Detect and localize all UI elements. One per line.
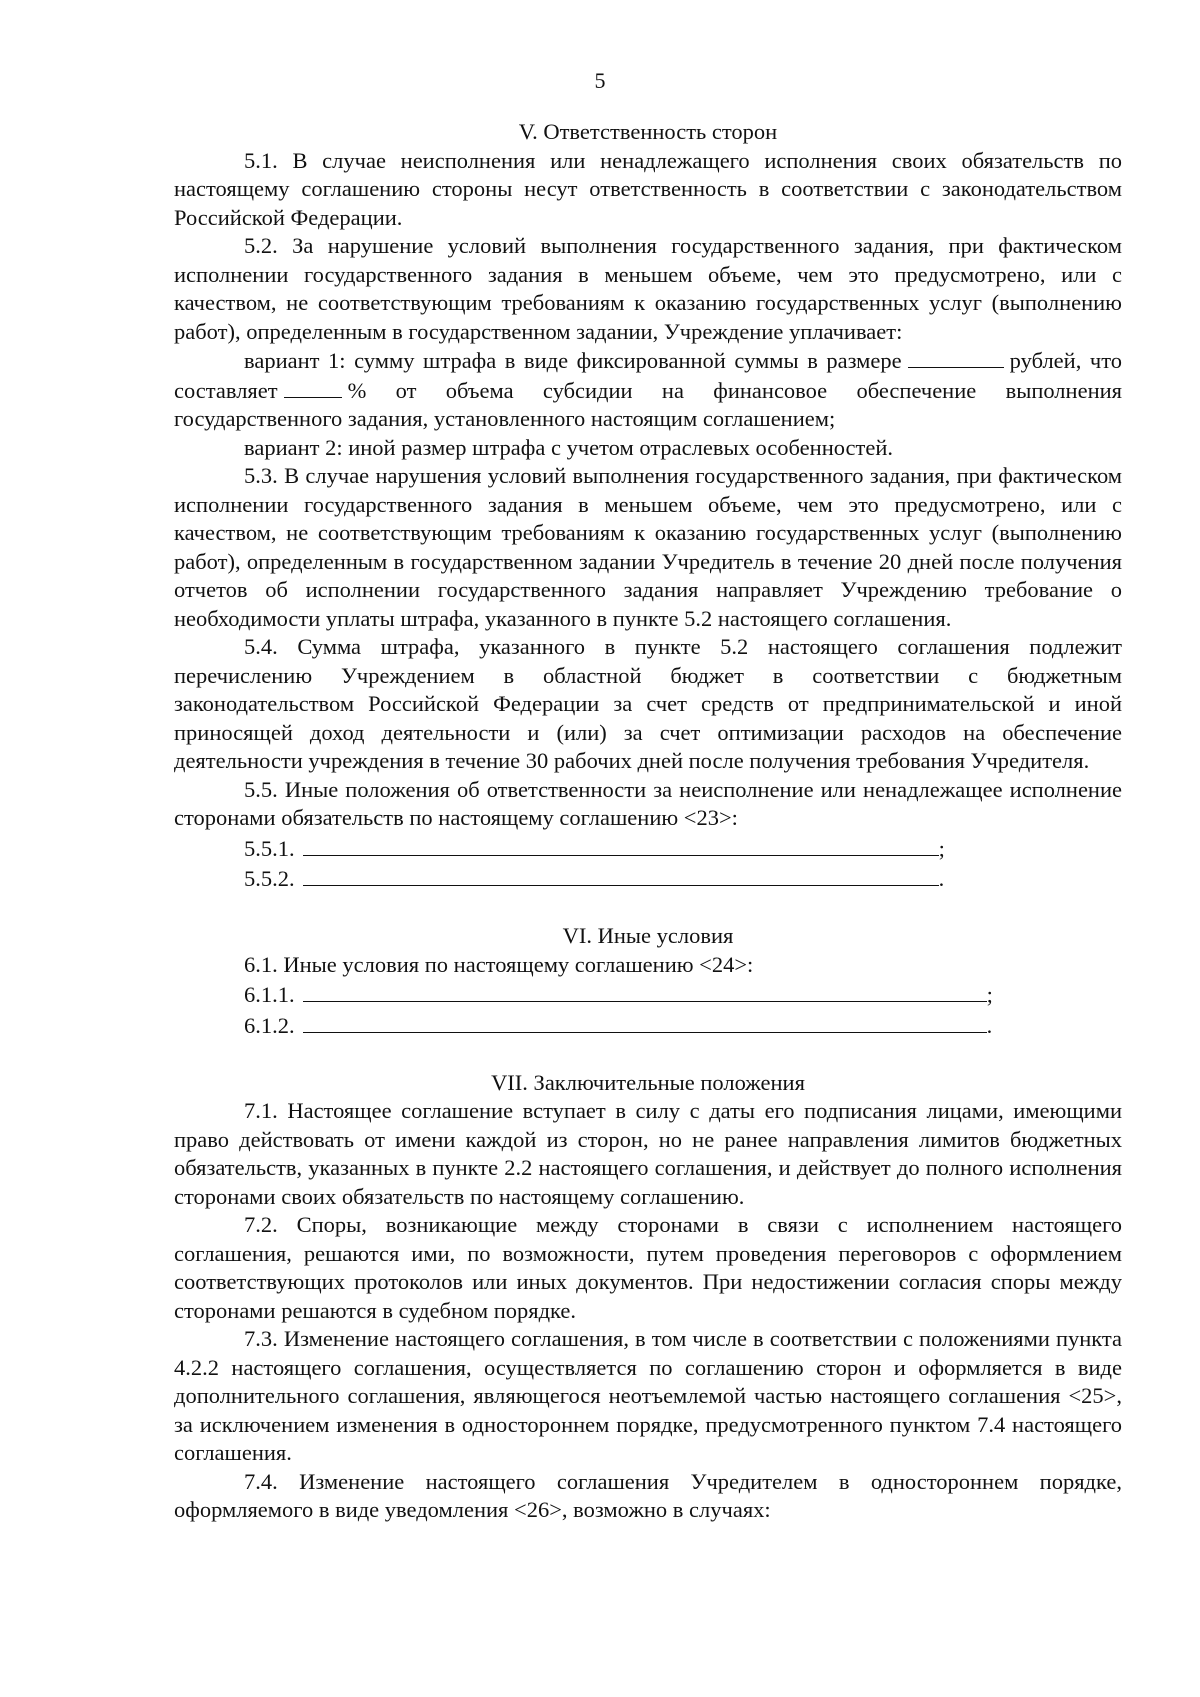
item-5-5-2-fill-line (303, 863, 939, 886)
section-5-heading: V. Ответственность сторон (518, 119, 778, 144)
item-5-5-1-label: 5.5.1. (244, 835, 295, 861)
variant-1-text-middle: рублей, что составляет (174, 348, 1122, 403)
item-6-1-1-end: ; (986, 982, 993, 1007)
paragraph-7-1: 7.1. Настоящее соглашение вступает в силу с даты его подписания лицами, имеющими право действовать от имени каждой из сторон, но не ранее направления лимитов бюджетных обязательств, указанных в пункте 2.2 настоящего соглашения, и действует до полного исполнения сторонами своих обязательств по настоящему соглашению. (174, 1098, 1122, 1209)
variant-1-text-start: вариант 1: сумму штрафа в виде фиксированной суммы в размере (244, 348, 902, 373)
paragraph-6-1: 6.1. Иные условия по настоящему соглашению <24>: (244, 951, 754, 977)
item-5-5-1-fill-line (303, 833, 939, 856)
item-6-1-1-label: 6.1.1. (244, 982, 295, 1007)
section-7-heading: VII. Заключительные положения (491, 1069, 805, 1095)
document-body (174, 118, 1122, 1525)
paragraph-5-4: 5.4. Сумма штрафа, указанного в пункте 5.2 настоящего соглашения подлежит перечислению Учреждением в областной бюджет в соответствии с бюджетным законодательством Российской Федерации за счет средств от предпринимательской и иной приносящей доход деятельности и (или) за счет оптимизации расходов на обеспечение деятельности учреждения в течение 30 рабочих дней после получения требования Учредителя. (174, 634, 1122, 773)
section-6-heading: VI. Иные условия (562, 923, 734, 948)
item-5-5-1-end: ; (938, 835, 945, 861)
item-6-1-2-fill-line (303, 1010, 987, 1033)
variant-1-text-end: % от объема субсидии на финансовое обеспечение выполнения государственного задания, установленного настоящим соглашением; (174, 377, 1122, 431)
item-6-1-2 (174, 1010, 1122, 1041)
paragraph-variant-2: вариант 2: иной размер штрафа с учетом отраслевых особенностей. (244, 434, 894, 460)
paragraph-variant-1 (174, 346, 1122, 434)
item-5-5-2-label: 5.5.2. (244, 866, 295, 891)
spacer (174, 894, 1122, 923)
item-6-1-2-label: 6.1.2. (244, 1012, 295, 1038)
paragraph-7-2: 7.2. Споры, возникающие между сторонами в связи с исполнением настоящего соглашения, решаются ими, по возможности, путем проведения переговоров с оформлением соответствующих протоколов или иных документов. При недостижении согласия споры между сторонами решаются в судебном порядке. (174, 1212, 1122, 1323)
paragraph-5-3: 5.3. В случае нарушения условий выполнения государственного задания, при фактическом исполнении государственного задания в меньшем объеме, чем это предусмотрено, или с качеством, не соответствующим требованиям к оказанию государственных услуг (выполнению работ), определенным в государственном задании Учредитель в течение 20 дней после получения отчетов об исполнении государственного задания направляет Учреждению требование о необходимости уплаты штрафа, указанного в пункте 5.2 настоящего соглашения. (174, 463, 1122, 631)
paragraph-5-2: 5.2. За нарушение условий выполнения государственного задания, при фактическом исполнении государственного задания в меньшем объеме, чем это предусмотрено, или с качеством, не соответствующим требованиям к оказанию государственных услуг (выполнению работ), определенным в государственном задании, Учреждение уплачивает: (174, 233, 1122, 344)
item-5-5-2-end: . (938, 866, 945, 891)
page-number: 5 (594, 68, 606, 93)
paragraph-7-3: 7.3. Изменение настоящего соглашения, в том числе в соответствии с положениями пункта 4.2.2 настоящего соглашения, осуществляется по соглашению сторон и оформляется в виде дополнительного соглашения, являющегося неотъемлемой частью настоящего соглашения <25>, за исключением изменения в одностороннем порядке, предусмотренного пунктом 7.4 настоящего соглашения. (174, 1326, 1122, 1465)
paragraph-5-1: 5.1. В случае неисполнения или ненадлежащего исполнения своих обязательств по настоящему соглашению стороны несут ответственность в соответствии с законодательством Российской Федерации. (174, 147, 1122, 230)
item-6-1-2-end: . (986, 1012, 993, 1038)
paragraph-7-4: 7.4. Изменение настоящего соглашения Учредителем в одностороннем порядке, оформляемого в виде уведомления <26>, возможно в случаях: (174, 1468, 1122, 1522)
spacer (174, 1040, 1122, 1069)
fine-amount-blank (908, 346, 1004, 368)
item-5-5-1 (174, 833, 1122, 864)
item-6-1-1-fill-line (303, 979, 987, 1002)
item-6-1-1 (174, 979, 1122, 1010)
item-5-5-2 (174, 863, 1122, 894)
fine-percent-blank (284, 376, 342, 398)
paragraph-5-5: 5.5. Иные положения об ответственности за неисполнение или ненадлежащее исполнение сторонами обязательств по настоящему соглашению <23>: (174, 776, 1122, 830)
